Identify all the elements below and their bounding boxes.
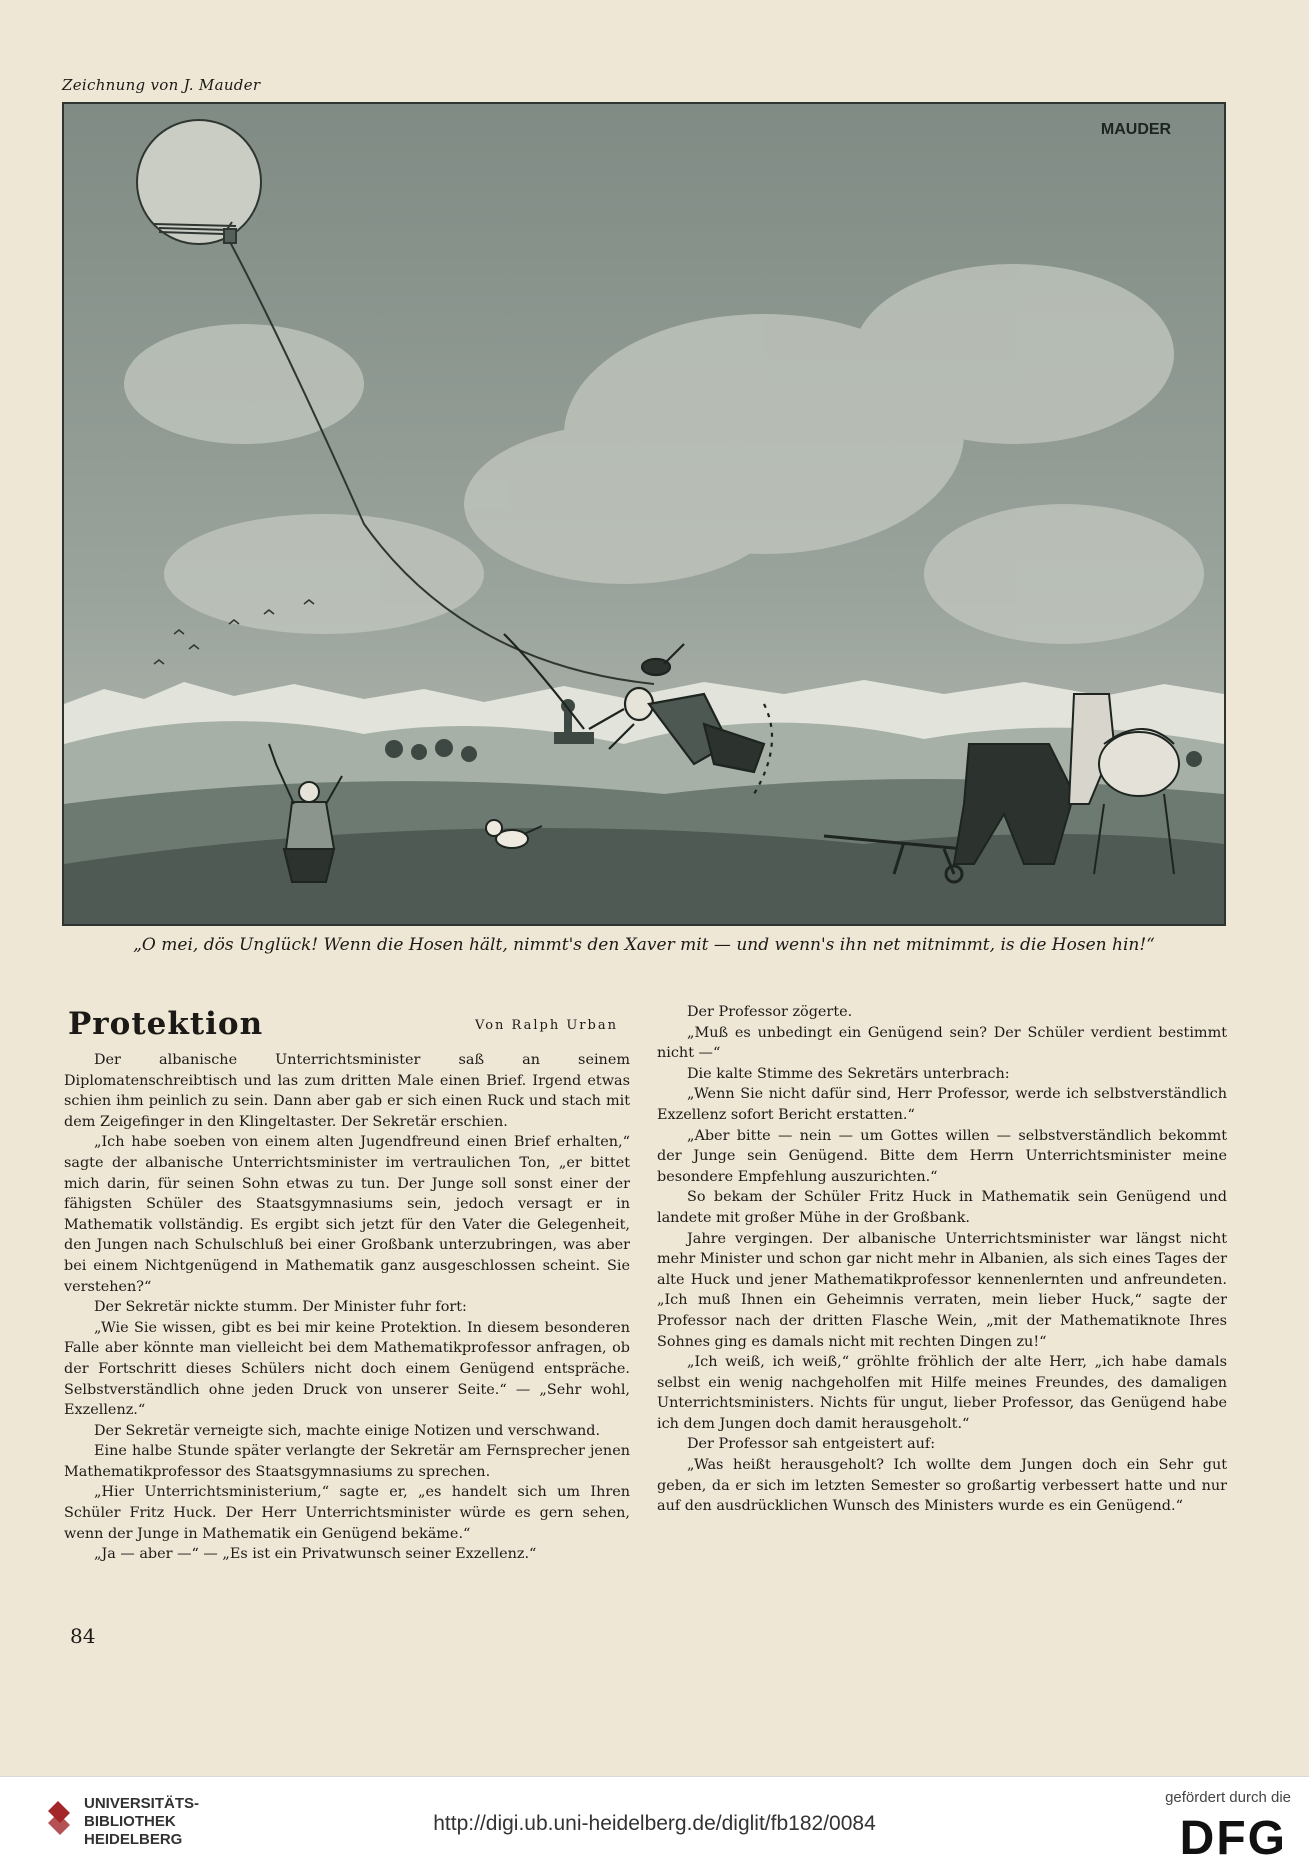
page-number: 84 (70, 1624, 96, 1648)
paragraph: Der Professor sah entgeistert auf: (687, 1436, 936, 1453)
paragraph: Die kalte Stimme des Sekretärs unterbrach: (687, 1065, 1010, 1082)
digital-library-footer (0, 1776, 1309, 1873)
paragraph: Jahre vergingen. Der albanische Unterrichtsminister war längst nicht mehr Minister und schon gar nicht mehr in Albanien, als sich eines Tages der alte Huck und jener Mathematikprofessor kennenlernten und anfreundeten. „Ich muß Ihnen ein Geheimnis verraten, mein lieber Huck,“ sagte der Professor nach der dritten Flasche Wein, „mit der Mathematiknote Ihres Sohnes ging es damals nicht mit rechten Dingen zu!“ (657, 1230, 1227, 1350)
paragraph: „Muß es unbedingt ein Genügend sein? Der Schüler verdient bestimmt nicht —“ (657, 1024, 1227, 1062)
cartoon-drawing (64, 104, 1224, 924)
library-name-line: BIBLIOTHEK (84, 1813, 176, 1830)
article-byline: Von Ralph Urban (475, 1018, 618, 1033)
paragraph: „Ich weiß, ich weiß,“ gröhlte fröhlich der alte Herr, „ich habe damals selbst ein wenig nachgeholfen mit Hilfe meines Freundes, des damaligen Unterrichtsministers. Nichts für ungut, lieber Professor, das Genügend habe ich dem Jungen doch damit herausgeholt.“ (657, 1354, 1227, 1432)
paragraph: „Aber bitte — nein — um Gottes willen — selbstverständlich bekommt der Junge sein Genügend. Bitte dem Herrn Unterrichtsminister meine besondere Empfehlung auszurichten.“ (657, 1127, 1227, 1185)
article-title: Protektion (68, 1006, 264, 1042)
paragraph: „Was heißt herausgeholt? Ich wollte dem Jungen doch ein Sehr gut geben, da er sich im letzten Semester so großartig verbessert hatte und nur auf den ausdrücklichen Wunsch des Ministers wurde es ein Genügend.“ (657, 1457, 1227, 1515)
artist-signature: MAUDER (1100, 121, 1172, 138)
paragraph: Eine halbe Stunde später verlangte der Sekretär am Fernsprecher jenen Mathematikprofessor des Staatsgymnasiums zu sprechen. (64, 1443, 630, 1480)
paragraph: „Ja — aber —“ — „Es ist ein Privatwunsch seiner Exzellenz.“ (94, 1546, 537, 1563)
paragraph: Der Sekretär verneigte sich, machte einige Notizen und verschwand. (94, 1422, 601, 1439)
library-name-line: HEIDELBERG (84, 1831, 183, 1848)
paragraph: Der Sekretär nickte stumm. Der Minister fuhr fort: (94, 1299, 467, 1316)
paragraph: „Wie Sie wissen, gibt es bei mir keine Protektion. In diesem besonderen Falle aber könnte man vielleicht bei dem Mathematikprofessor anfragen, ob der Fortschritt dieses Schülers nicht doch einem Genügend entspräche. Selbstverständlich ohne jeden Druck von unserer Seite.“ — „Sehr wohl, Exzellenz.“ (64, 1319, 630, 1419)
illustration-credit: Zeichnung von J. Mauder (62, 76, 261, 94)
paragraph: So bekam der Schüler Fritz Huck in Mathematik sein Genügend und landete mit großer Mühe in der Großbank. (657, 1189, 1227, 1226)
balloon (137, 120, 261, 244)
library-name-line: UNIVERSITÄTS- (84, 1795, 200, 1812)
paragraph: Der albanische Unterrichtsminister saß an seinem Diplomatenschreibtisch und las zum dritten Male einen Brief. Irgend etwas schien ihm peinlich zu sein. Dann aber gab er sich einen Ruck und stach mit dem Zeigefinger in den Klingeltaster. Der Sekretär erschien. (64, 1052, 630, 1130)
paragraph: „Wenn Sie nicht dafür sind, Herr Professor, werde ich selbstverständlich Exzellenz sofort Bericht erstatten.“ (657, 1086, 1227, 1123)
article-column-right (657, 1002, 1227, 1517)
dfg-logo: DFG (1179, 1812, 1287, 1865)
illustration-caption: „O mei, dös Unglück! Wenn die Hosen hält, nimmt's den Xaver mit — und wenn's ihn net mitnimmt, is die Hosen hin!“ (133, 935, 1155, 955)
paragraph: Der Professor zögerte. (687, 1004, 853, 1020)
cartoon-illustration (62, 102, 1226, 926)
permalink-url[interactable]: http://digi.ub.uni-heidelberg.de/diglit/fb182/0084 (433, 1812, 876, 1835)
paragraph: „Ich habe soeben von einem alten Jugendfreund einen Brief erhalten,“ sagte der albanische Unterrichtsminister im vertraulichen Ton, „er bittet mich darin, für seinen Sohn etwas zu tun. Der Junge soll sonst einer der fähigsten Schüler des Staatsgymnasiums sein, jedoch versagt er in Mathematik vollständig. Es ergibt sich jetzt für den Vater die Gelegenheit, den Jungen nach Schulschluß bei einer Großbank unterzubringen, was aber bei einem Nichtgenügend in Mathematik ganz ausgeschlossen scheint. Sie verstehen?“ (64, 1134, 630, 1295)
article-column-left (64, 1050, 630, 1565)
paragraph: „Hier Unterrichtsministerium,“ sagte er, „es handelt sich um Ihren Schüler Fritz Huck. Der Herr Unterrichtsminister würde es gern sehen, wenn der Junge in Mathematik ein Genügend bekäme.“ (64, 1484, 630, 1542)
funding-note: gefördert durch die (1165, 1789, 1291, 1806)
